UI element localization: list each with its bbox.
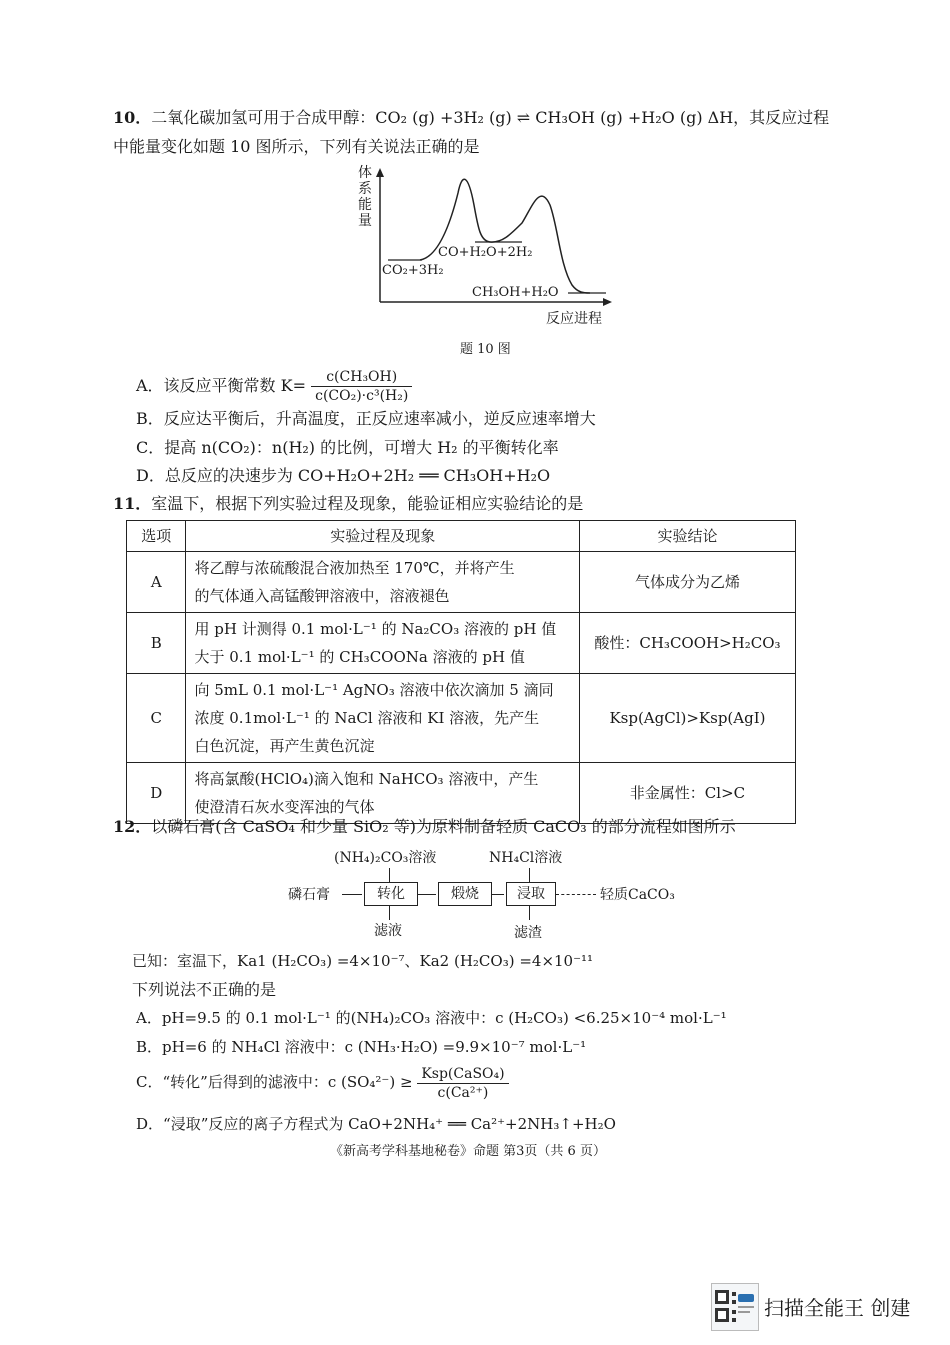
header-conclusion: 实验结论 <box>579 521 795 552</box>
intermediate-label: CO+H₂O+2H₂ <box>438 245 533 260</box>
q12-number: 12． <box>113 817 152 836</box>
figure-caption: 题 10 图 <box>460 342 511 357</box>
q11-stem: 11．室温下，根据下列实验过程及现象，能验证相应实验结论的是 <box>113 494 584 513</box>
reactant-label: CO₂+3H₂ <box>382 263 444 278</box>
q12-option-d: D．“浸取”反应的离子方程式为 CaO+2NH₄⁺ ══ Ca²⁺+2NH₃↑+H₂O <box>136 1115 616 1133</box>
step-leaching: 浸取 <box>506 882 556 906</box>
ksp-fraction: $\frac{\text{Ksp(CaSO₄)}}{\text{c(Ca²⁺)}}$ <box>417 1065 508 1102</box>
q10-option-c: C．提高 n(CO₂)：n(H₂) 的比例，可增大 H₂ 的平衡转化率 <box>136 438 559 457</box>
q12-known: 已知：室温下，Ka1 (H₂CO₃) =4×10⁻⁷、Ka2 (H₂CO₃) =4×10⁻¹¹ <box>132 952 594 970</box>
qr-icon <box>712 1284 758 1330</box>
reagent-2: NH₄Cl溶液 <box>489 850 563 866</box>
flow-start: 磷石膏 <box>288 887 330 903</box>
page-footer: 《新高考学科基地秘卷》命题 第3页（共 6 页） <box>330 1144 606 1159</box>
table-row: B 用 pH 计测得 0.1 mol·L⁻¹ 的 Na₂CO₃ 溶液的 pH 值 大于 0.1 mol·L⁻¹ 的 CH₃COONa 溶液的 pH 值 酸性：CH₃COOH>H₂CO₃ <box>127 613 796 674</box>
q10-number: 10． <box>113 108 152 127</box>
q12-option-a: A．pH=9.5 的 0.1 mol·L⁻¹ 的(NH₄)₂CO₃ 溶液中：c (H₂CO₃) <6.25×10⁻⁴ mol·L⁻¹ <box>136 1009 727 1027</box>
step-conversion: 转化 <box>364 882 418 906</box>
arrow-down-2 <box>529 868 530 882</box>
output-filtrate: 滤液 <box>374 923 402 939</box>
arrow-right-1 <box>342 894 362 895</box>
watermark-text: 扫描全能王 创建 <box>764 1296 911 1320</box>
reagent-1: (NH₄)₂CO₃溶液 <box>334 850 437 866</box>
y-axis-arrow <box>376 168 384 177</box>
q12-option-b: B．pH=6 的 NH₄Cl 溶液中：c (NH₃·H₂O) =9.9×10⁻⁷ mol·L⁻¹ <box>136 1038 587 1056</box>
flow-product: 轻质CaCO₃ <box>600 887 675 903</box>
arrow-down-4 <box>529 906 530 920</box>
q10-option-d: D．总反应的决速步为 CO+H₂O+2H₂ ══ CH₃OH+H₂O <box>136 466 551 485</box>
step-calcination: 煅烧 <box>438 882 492 906</box>
header-procedure: 实验过程及现象 <box>186 521 579 552</box>
equilibrium-constant-fraction: $\frac{\text{c(CH₃OH)}}{\text{c(CO₂)·c³(H₂)}}$ <box>311 368 412 405</box>
q10-option-b: B．反应达平衡后，升高温度，正反应速率减小，逆反应速率增大 <box>136 409 596 428</box>
output-residue: 滤渣 <box>514 925 542 941</box>
energy-diagram <box>350 165 630 330</box>
arrow-right-2 <box>418 894 436 895</box>
header-option: 选项 <box>127 521 186 552</box>
q12-question: 下列说法不正确的是 <box>132 980 277 999</box>
q10-stem-line1: 10．二氧化碳加氢可用于合成甲醇：CO₂ (g) +3H₂ (g) ⇌ CH₃OH (g) +H₂O (g) ΔH，其反应过程 <box>113 108 830 127</box>
arrow-down-3 <box>389 906 390 920</box>
table-header-row <box>127 521 796 552</box>
table-row: D 将高氯酸(HClO₄)滴入饱和 NaHCO₃ 溶液中，产生 使澄清石灰水变浑浊的气体 非金属性：Cl>C <box>127 763 796 824</box>
x-axis-label: 反应进程 <box>546 311 602 327</box>
table-row: C 向 5mL 0.1 mol·L⁻¹ AgNO₃ 溶液中依次滴加 5 滴同 浓度 0.1mol·L⁻¹ 的 NaCl 溶液和 KI 溶液，先产生 白色沉淀，再产生黄色沉淀 Ksp(AgCl)>Ksp(AgI) <box>127 674 796 763</box>
q11-number: 11． <box>113 494 152 513</box>
y-axis-label: 体系能量 <box>358 165 372 229</box>
table-row: A 将乙醇与浓硫酸混合液加热至 170℃，并将产生 的气体通入高锰酸钾溶液中，溶液褪色 气体成分为乙烯 <box>127 552 796 613</box>
q12-option-c: C．“转化”后得到的滤液中：c (SO₄²⁻) ≥ $\frac{\text{Ksp(CaSO₄)}}{\text{c(Ca²⁺)}}$ <box>136 1062 509 1102</box>
arrow-right-3 <box>492 894 504 895</box>
arrow-down-1 <box>389 868 390 882</box>
experiment-table <box>126 520 796 824</box>
x-axis-arrow <box>603 298 612 306</box>
scanner-logo <box>711 1283 759 1331</box>
q12-stem: 12．以磷石膏(含 CaSO₄ 和少量 SiO₂ 等)为原料制备轻质 CaCO₃ 的部分流程如图所示 <box>113 817 736 836</box>
q10-stem-line2: 中能量变化如题 10 图所示，下列有关说法正确的是 <box>113 137 480 156</box>
arrow-right-dashed <box>556 894 596 895</box>
q10-option-a: A．该反应平衡常数 K= $\frac{\text{c(CH₃OH)}}{\text{c(CO₂)·c³(H₂)}}$ <box>136 366 412 406</box>
energy-curve <box>420 179 590 293</box>
product-label: CH₃OH+H₂O <box>472 285 559 300</box>
